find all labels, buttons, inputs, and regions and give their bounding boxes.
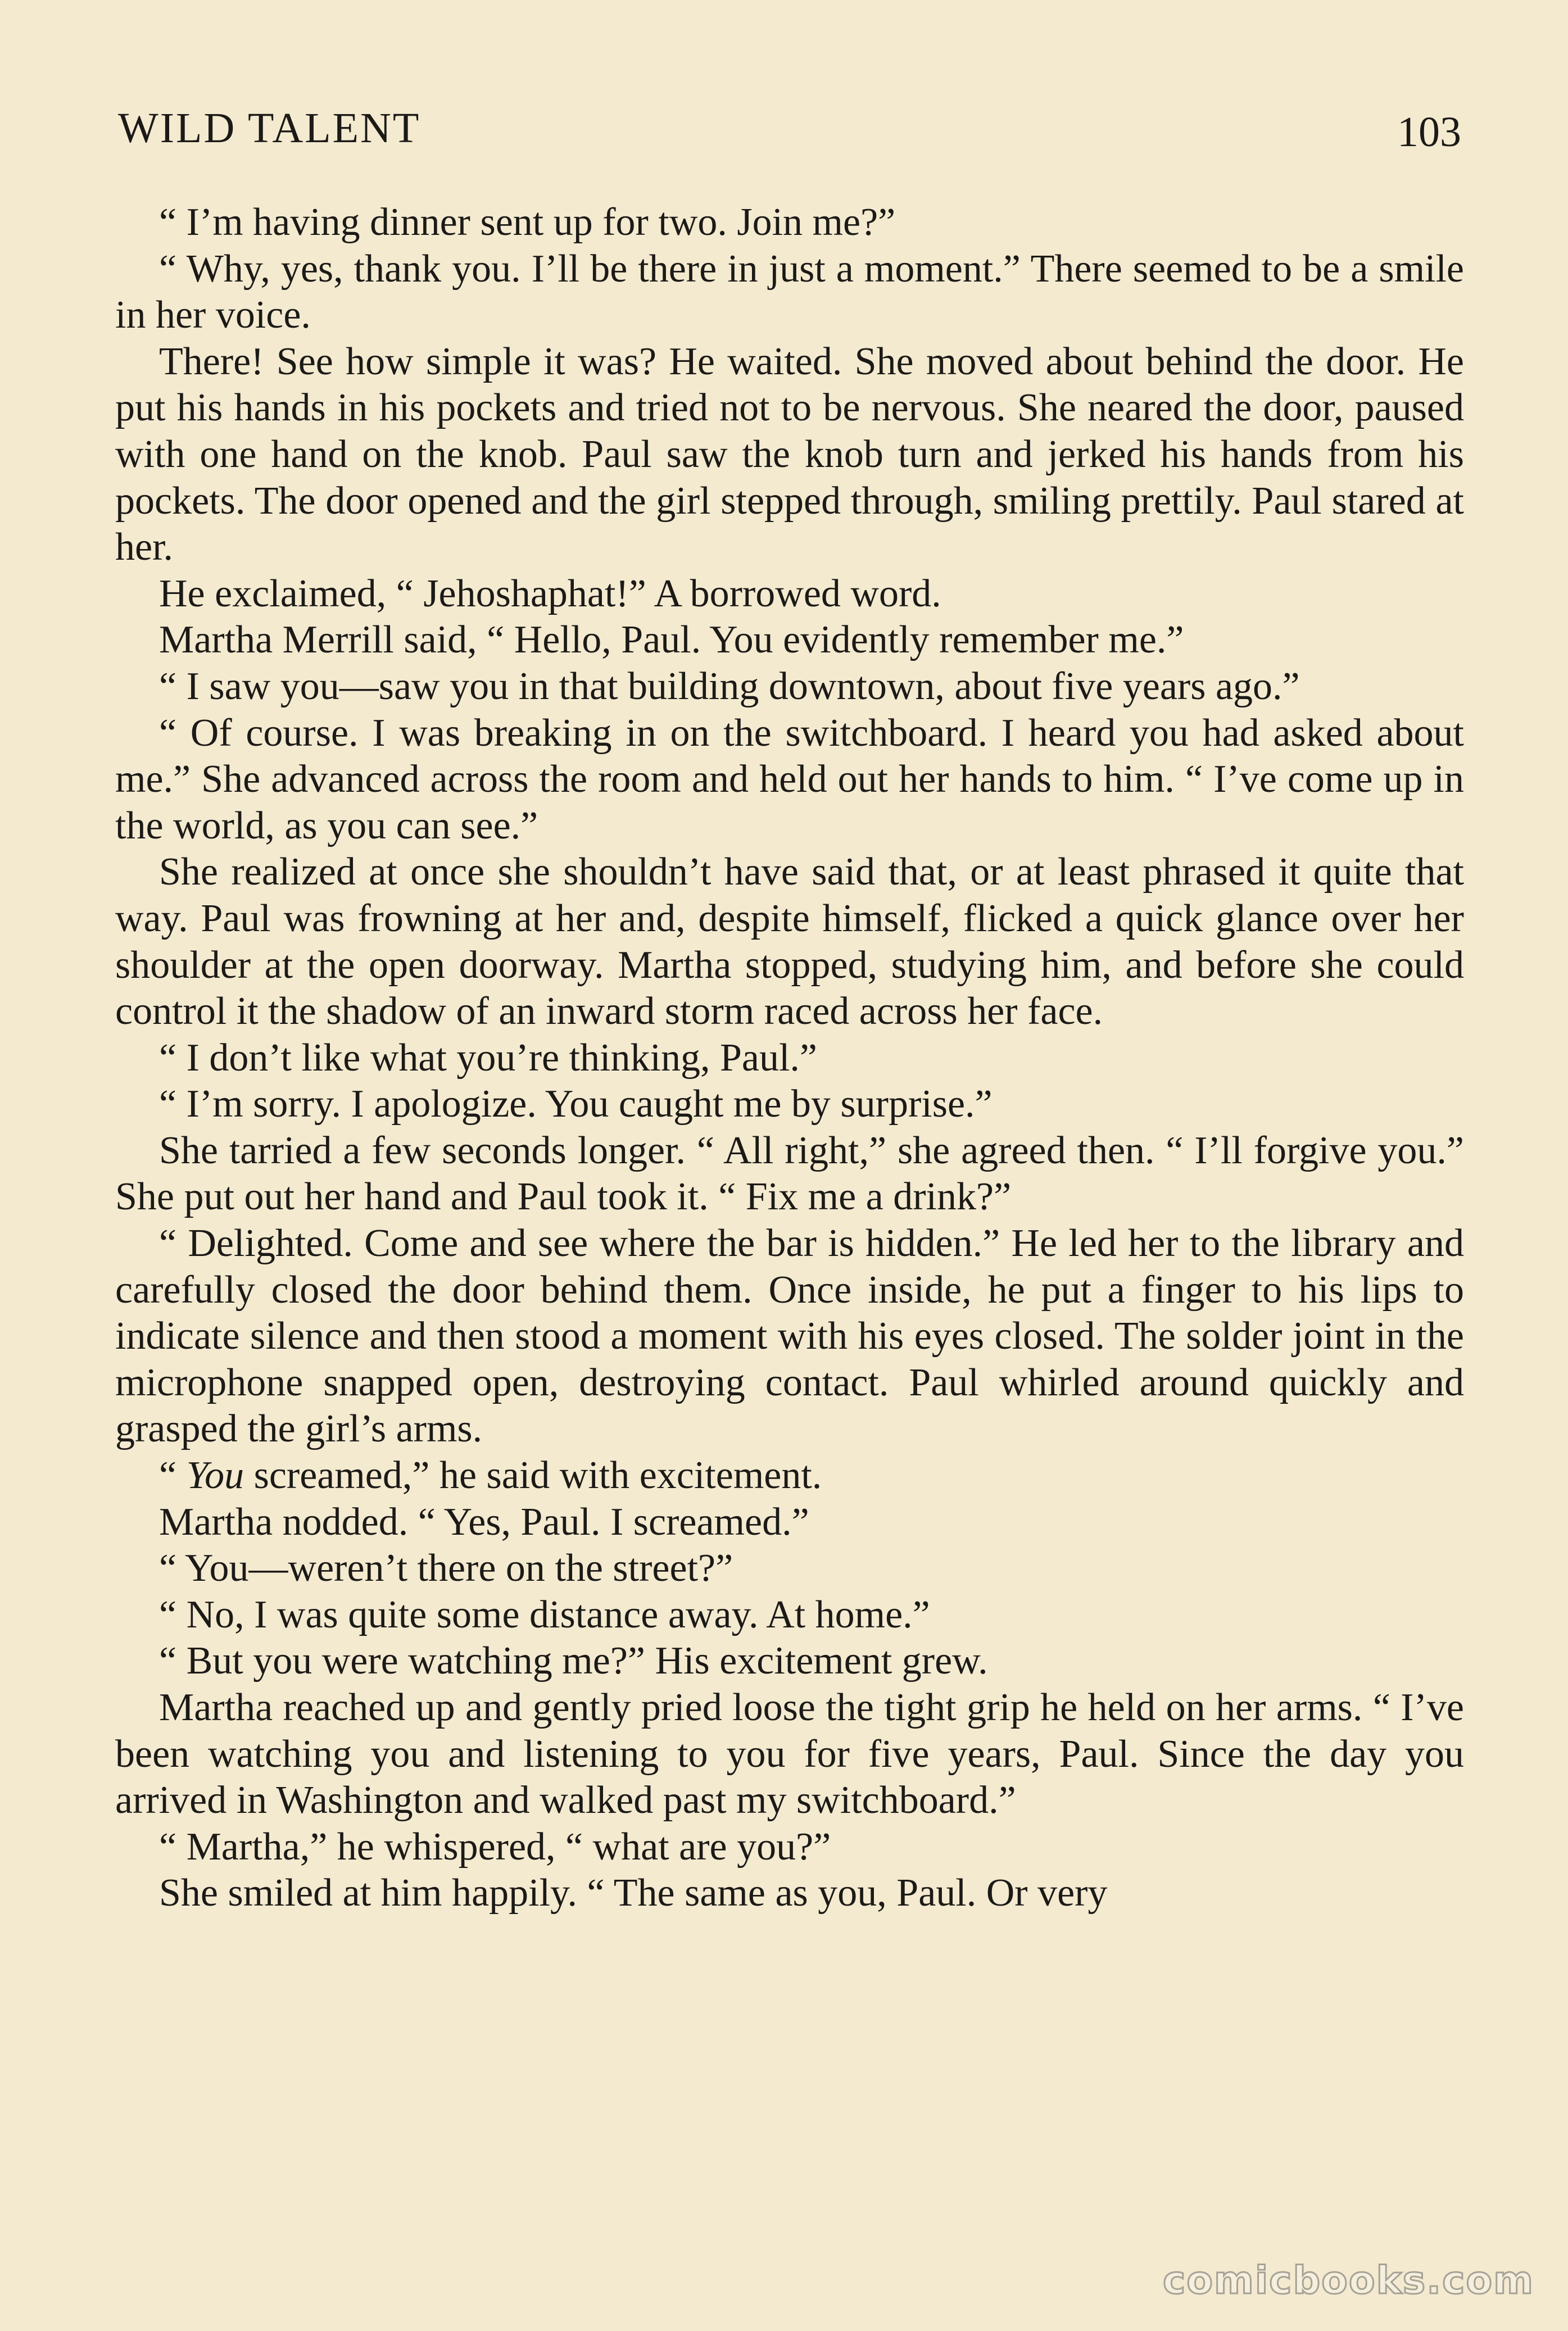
paragraph: She tarried a few seconds longer. “ All right,” she agreed then. “ I’ll forgive you.” She put out her hand and Paul took it. “ Fix me a drink?” (115, 1128, 1464, 1219)
italic-word: You (186, 1454, 244, 1498)
paragraph: Martha reached up and gently pried loose the tight grip he held on her arms. “ I’ve been watching you and listening to you for five years, Paul. Since the day you arrived in Washington and walked past my switchboard.” (115, 1686, 1464, 1822)
paragraph: There! See how simple it was? He waited. She moved about behind the door. He put his hands in his pockets and tried not to be nervous. She neared the door, paused with one hand on the knob. Paul saw the knob turn and jerked his hands from his pockets. The door opened and the girl stepped through, smiling prettily. Paul stared at her. (115, 339, 1464, 569)
paragraph: “ I saw you—saw you in that building downtown, about five years ago.” (159, 664, 1300, 708)
body-text (115, 199, 1464, 1917)
paragraph-with-italic (115, 1453, 1464, 1499)
paragraph: She smiled at him happily. “ The same as you, Paul. Or very (159, 1871, 1108, 1915)
paragraph: “ Martha,” he whispered, “ what are you?” (159, 1825, 831, 1869)
paragraph: He exclaimed, “ Jehoshaphat!” A borrowed word. (159, 572, 941, 615)
paragraph: Martha nodded. “ Yes, Paul. I screamed.” (159, 1500, 809, 1544)
watermark: comicbooks.com (1162, 2259, 1534, 2303)
paragraph: “ Delighted. Come and see where the bar is hidden.” He led her to the library and carefully closed the door behind them. Once inside, he put a finger to his lips to indicate silence and then stood a moment with his eyes closed. The solder joint in the microphone snapped open, destroying contact. Paul whirled around quickly and grasped the girl’s arms. (115, 1222, 1464, 1451)
paragraph: “ No, I was quite some distance away. At home.” (159, 1593, 930, 1636)
open-quote: “ (159, 1454, 187, 1498)
paragraph: She realized at once she shouldn’t have said that, or at least phrased it quite that way. Paul was frowning at her and, despite himself, flicked a quick glance over her shoulder at the open doorway. Martha stopped, studying him, and before she could control it the shadow of an inward storm raced across her face. (115, 850, 1464, 1033)
paragraph: Martha Merrill said, “ Hello, Paul. You evidently remember me.” (159, 618, 1184, 662)
paragraph: “ Why, yes, thank you. I’ll be there in just a moment.” There seemed to be a smile in her voice. (115, 247, 1464, 337)
running-title: WILD TALENT (118, 105, 421, 152)
paragraph: “ I’m sorry. I apologize. You caught me by surprise.” (159, 1082, 993, 1126)
paragraph: “ Of course. I was breaking in on the switchboard. I heard you had asked about me.” She advanced across the room and held out her hands to him. “ I’ve come up in the world, as you can see.” (115, 711, 1464, 847)
paragraph: “ I don’t like what you’re thinking, Paul.” (159, 1036, 817, 1080)
paragraph: “ But you were watching me?” His excitement grew. (159, 1639, 988, 1683)
paragraph: “ You—weren’t there on the street?” (159, 1547, 733, 1590)
paragraph-rest: screamed,” he said with excitement. (244, 1454, 822, 1498)
paragraph: “ I’m having dinner sent up for two. Join me?” (159, 201, 896, 244)
page-number: 103 (1397, 108, 1461, 156)
